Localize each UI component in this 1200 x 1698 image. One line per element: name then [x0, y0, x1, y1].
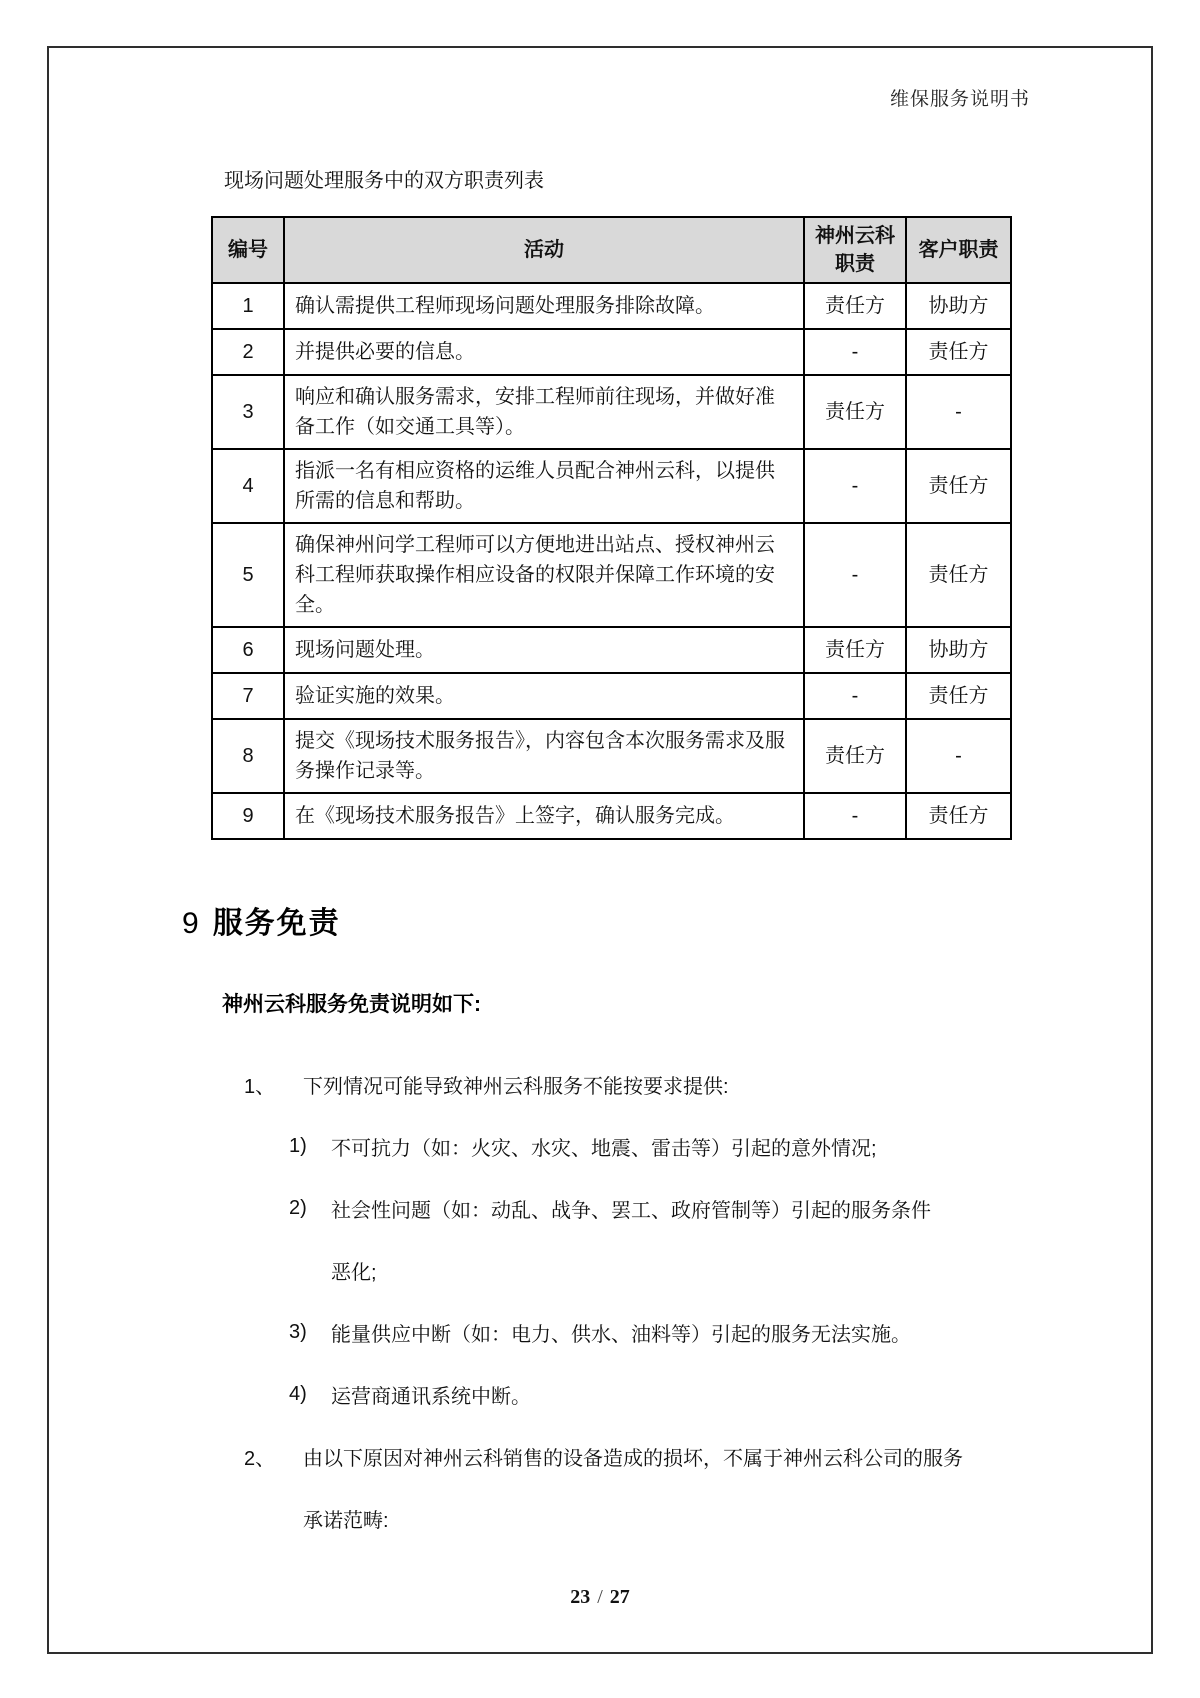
responsibility-table	[211, 216, 1012, 840]
list-subitem-marker: 4)	[289, 1382, 307, 1405]
cell-szyk: -	[804, 449, 906, 523]
section-title: 服务免责	[212, 907, 341, 940]
list-item-text: 由以下原因对神州云科销售的设备造成的损坏，不属于神州云科公司的服务	[303, 1447, 963, 1470]
cell-szyk: -	[804, 673, 906, 719]
cell-activity: 指派一名有相应资格的运维人员配合神州云科，以提供所需的信息和帮助。	[284, 449, 804, 523]
table-row	[212, 627, 1011, 673]
cell-szyk: 责任方	[804, 283, 906, 329]
list-item-marker: 2、	[244, 1447, 276, 1470]
table-row	[212, 375, 1011, 449]
cell-szyk: 责任方	[804, 627, 906, 673]
table-row	[212, 719, 1011, 793]
cell-no: 2	[212, 329, 284, 375]
cell-customer: -	[906, 719, 1011, 793]
cell-no: 6	[212, 627, 284, 673]
page-number-separator: /	[597, 1586, 603, 1608]
document-header-title: 维保服务说明书	[890, 89, 1031, 110]
cell-no: 8	[212, 719, 284, 793]
list-subitem	[244, 1115, 1034, 1177]
table-row	[212, 449, 1011, 523]
cell-szyk: 责任方	[804, 719, 906, 793]
list-subitem-marker: 3)	[289, 1320, 307, 1343]
cell-no: 9	[212, 793, 284, 839]
cell-customer: 责任方	[906, 329, 1011, 375]
column-header-szyk	[804, 217, 906, 283]
cell-customer: 责任方	[906, 523, 1011, 627]
cell-customer: 责任方	[906, 449, 1011, 523]
page-footer	[0, 1586, 1200, 1609]
list-subitem-marker: 1)	[289, 1134, 307, 1157]
table-row	[212, 793, 1011, 839]
table-row	[212, 329, 1011, 375]
table-caption: 现场问题处理服务中的双方职责列表	[224, 170, 544, 192]
list-subitem-text: 运营商通讯系统中断。	[331, 1385, 531, 1408]
list-subitem-marker: 2)	[289, 1196, 307, 1219]
table-row	[212, 523, 1011, 627]
column-header-szyk-line1: 神州云科	[815, 225, 895, 247]
cell-activity: 在《现场技术服务报告》上签字，确认服务完成。	[284, 793, 804, 839]
page-number-total: 27	[609, 1586, 630, 1608]
column-header-activity: 活动	[284, 217, 804, 283]
list-subitem-continuation: 恶化;	[331, 1261, 377, 1284]
column-header-customer: 客户职责	[906, 217, 1011, 283]
page-number-current: 23	[570, 1586, 591, 1608]
column-header-szyk-line2: 职责	[835, 253, 875, 275]
cell-customer: -	[906, 375, 1011, 449]
list-item-marker: 1、	[244, 1075, 276, 1098]
section-heading	[182, 898, 341, 942]
cell-szyk: -	[804, 523, 906, 627]
cell-activity: 确认需提供工程师现场问题处理服务排除故障。	[284, 283, 804, 329]
cell-szyk: -	[804, 329, 906, 375]
cell-activity: 现场问题处理。	[284, 627, 804, 673]
list-item-continuation: 承诺范畴:	[303, 1509, 389, 1532]
list-item	[244, 1053, 1034, 1115]
disclaimer-intro: 神州云科服务免责说明如下:	[222, 993, 481, 1016]
cell-szyk: -	[804, 793, 906, 839]
list-subitem	[244, 1177, 1034, 1239]
cell-activity: 验证实施的效果。	[284, 673, 804, 719]
table-row	[212, 283, 1011, 329]
cell-activity: 并提供必要的信息。	[284, 329, 804, 375]
cell-no: 4	[212, 449, 284, 523]
cell-customer: 协助方	[906, 283, 1011, 329]
list-item-text: 下列情况可能导致神州云科服务不能按要求提供:	[303, 1075, 729, 1098]
cell-no: 1	[212, 283, 284, 329]
list-subitem	[244, 1363, 1034, 1425]
list-subitem-text: 能量供应中断（如：电力、供水、油料等）引起的服务无法实施。	[331, 1323, 911, 1346]
list-subitem-text: 社会性问题（如：动乱、战争、罢工、政府管制等）引起的服务条件	[331, 1199, 931, 1222]
table-header-row	[212, 217, 1011, 283]
cell-activity: 确保神州问学工程师可以方便地进出站点、授权神州云科工程师获取操作相应设备的权限并保障工作环境的安全。	[284, 523, 804, 627]
cell-customer: 责任方	[906, 793, 1011, 839]
cell-szyk: 责任方	[804, 375, 906, 449]
list-item	[244, 1425, 1034, 1487]
section-number: 9	[182, 907, 199, 940]
cell-customer: 责任方	[906, 673, 1011, 719]
cell-activity: 响应和确认服务需求，安排工程师前往现场，并做好准备工作（如交通工具等）。	[284, 375, 804, 449]
column-header-no: 编号	[212, 217, 284, 283]
cell-no: 5	[212, 523, 284, 627]
list-subitem-text: 不可抗力（如：火灾、水灾、地震、雷击等）引起的意外情况;	[331, 1137, 877, 1160]
cell-no: 3	[212, 375, 284, 449]
cell-activity: 提交《现场技术服务报告》，内容包含本次服务需求及服务操作记录等。	[284, 719, 804, 793]
table-row	[212, 673, 1011, 719]
cell-customer: 协助方	[906, 627, 1011, 673]
list-subitem	[244, 1301, 1034, 1363]
cell-no: 7	[212, 673, 284, 719]
disclaimer-list	[244, 1053, 1034, 1549]
